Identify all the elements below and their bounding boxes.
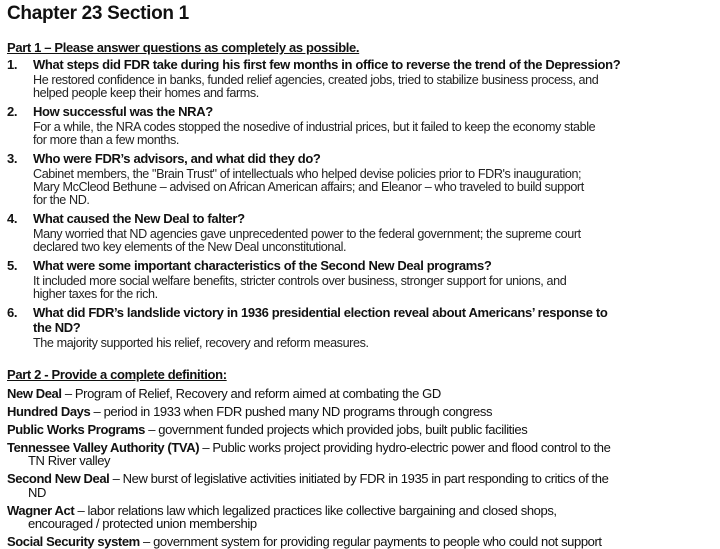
question-line: Who were FDR’s advisors, and what did they do?	[33, 151, 321, 166]
definition-term: Hundred Days	[7, 403, 91, 419]
question-number: 2.	[7, 104, 18, 119]
list-item	[7, 104, 719, 147]
part1-heading: Part 1 – Please answer questions as completely as possible.	[7, 40, 360, 55]
question-line: What did FDR’s landslide victory in 1936 presidential election reveal about Americans’ response to	[33, 305, 608, 320]
answer-line: helped people keep their homes and farms.	[33, 86, 259, 100]
question-line: What steps did FDR take during his first few months in office to reverse the trend of the Depression?	[33, 57, 621, 72]
answer-line: He restored confidence in banks, funded relief agencies, created jobs, tried to stabilize business process, and	[33, 73, 599, 87]
definition	[7, 405, 719, 419]
definition	[7, 423, 719, 437]
question-text	[33, 305, 607, 335]
definition-line	[7, 387, 719, 401]
question-line: What caused the New Deal to falter?	[33, 211, 245, 226]
definition	[7, 504, 719, 531]
definition-line	[7, 405, 719, 419]
question-list	[7, 57, 719, 350]
answer-line: It included more social welfare benefits, stricter controls over business, stronger support for unions, and	[33, 274, 567, 288]
list-item	[7, 57, 719, 100]
definition-term: Tennessee Valley Authority (TVA)	[7, 439, 200, 455]
question-text	[33, 258, 491, 273]
page-title: Chapter 23 Section 1	[7, 3, 189, 24]
answer	[33, 275, 719, 301]
definition-text: – government funded projects which provided jobs, built public facilities	[145, 421, 528, 437]
answer-line: Mary McCleod Bethune – advised on African American affairs; and Eleanor – who traveled to build support	[33, 180, 584, 194]
question-line: How successful was the NRA?	[33, 104, 213, 119]
question-text	[33, 211, 245, 226]
question-line: the ND?	[33, 320, 81, 335]
list-item	[7, 258, 719, 301]
definition-line	[7, 535, 719, 549]
definition	[7, 535, 719, 549]
answer-line: higher taxes for the rich.	[33, 287, 158, 301]
definition-term: New Deal	[7, 385, 62, 401]
definition-continuation: encouraged / protected union membership	[28, 516, 257, 531]
definition-term: Second New Deal	[7, 471, 110, 486]
definition-term: Social Security system	[7, 534, 140, 549]
question	[7, 305, 719, 335]
definition-line	[7, 441, 719, 455]
answer	[33, 337, 719, 350]
definition-text: – New burst of legislative activities initiated by FDR in 1935 in part responding to critics of the	[109, 471, 609, 486]
definition-line	[7, 423, 719, 437]
answer	[33, 228, 719, 254]
definition	[7, 387, 719, 401]
definition-continuation: ND	[28, 484, 46, 500]
question-line: What were some important characteristics of the Second New Deal programs?	[33, 258, 492, 273]
definition-line	[7, 504, 719, 518]
definition-text: – period in 1933 when FDR pushed many ND programs through congress	[90, 403, 493, 419]
question-number: 6.	[7, 305, 18, 320]
list-item	[7, 211, 719, 254]
answer-line: Many worried that ND agencies gave unprecedented power to the federal government; the supreme court	[33, 227, 581, 241]
question-number: 5.	[7, 258, 18, 273]
answer-line: declared two key elements of the New Deal unconstitutional.	[33, 240, 347, 254]
list-item	[7, 305, 719, 350]
definition-text: – government system for providing regular payments to people who could not support	[139, 534, 602, 549]
question	[7, 104, 719, 119]
definition	[7, 441, 719, 468]
document	[7, 0, 719, 549]
answer-line: Cabinet members, the "Brain Trust" of intellectuals who helped devise policies prior to FDR's inauguration;	[33, 167, 582, 181]
definition-term: Public Works Programs	[7, 421, 146, 437]
definition-text: – Public works project providing hydro-electric power and flood control to the	[199, 439, 611, 455]
question-number: 4.	[7, 211, 18, 226]
answer-line: For a while, the NRA codes stopped the nosedive of industrial prices, but it failed to keep the economy stable	[33, 120, 596, 134]
question-text	[33, 104, 213, 119]
definition-continuation: TN River valley	[28, 453, 111, 468]
question	[7, 57, 719, 72]
question-number: 1.	[7, 57, 18, 72]
question	[7, 258, 719, 273]
answer-line: The majority supported his relief, recovery and reform measures.	[33, 336, 369, 350]
question-number: 3.	[7, 151, 18, 166]
answer-line: for more than a few months.	[33, 133, 179, 147]
question	[7, 211, 719, 226]
definition	[7, 472, 719, 499]
list-item	[7, 151, 719, 207]
part2-heading: Part 2 - Provide a complete definition:	[7, 367, 227, 382]
answer-line: for the ND.	[33, 193, 90, 207]
answer	[33, 74, 719, 100]
question-text	[33, 57, 620, 72]
definition-line	[7, 472, 719, 486]
definition-text: – Program of Relief, Recovery and reform aimed at combating the GD	[61, 385, 441, 401]
answer	[33, 168, 719, 207]
question	[7, 151, 719, 166]
definition-term: Wagner Act	[7, 502, 75, 518]
question-text	[33, 151, 321, 166]
answer	[33, 121, 719, 147]
definition-text: – labor relations law which legalized practices like collective bargaining and closed shops,	[74, 502, 557, 518]
definition-list	[7, 387, 719, 549]
